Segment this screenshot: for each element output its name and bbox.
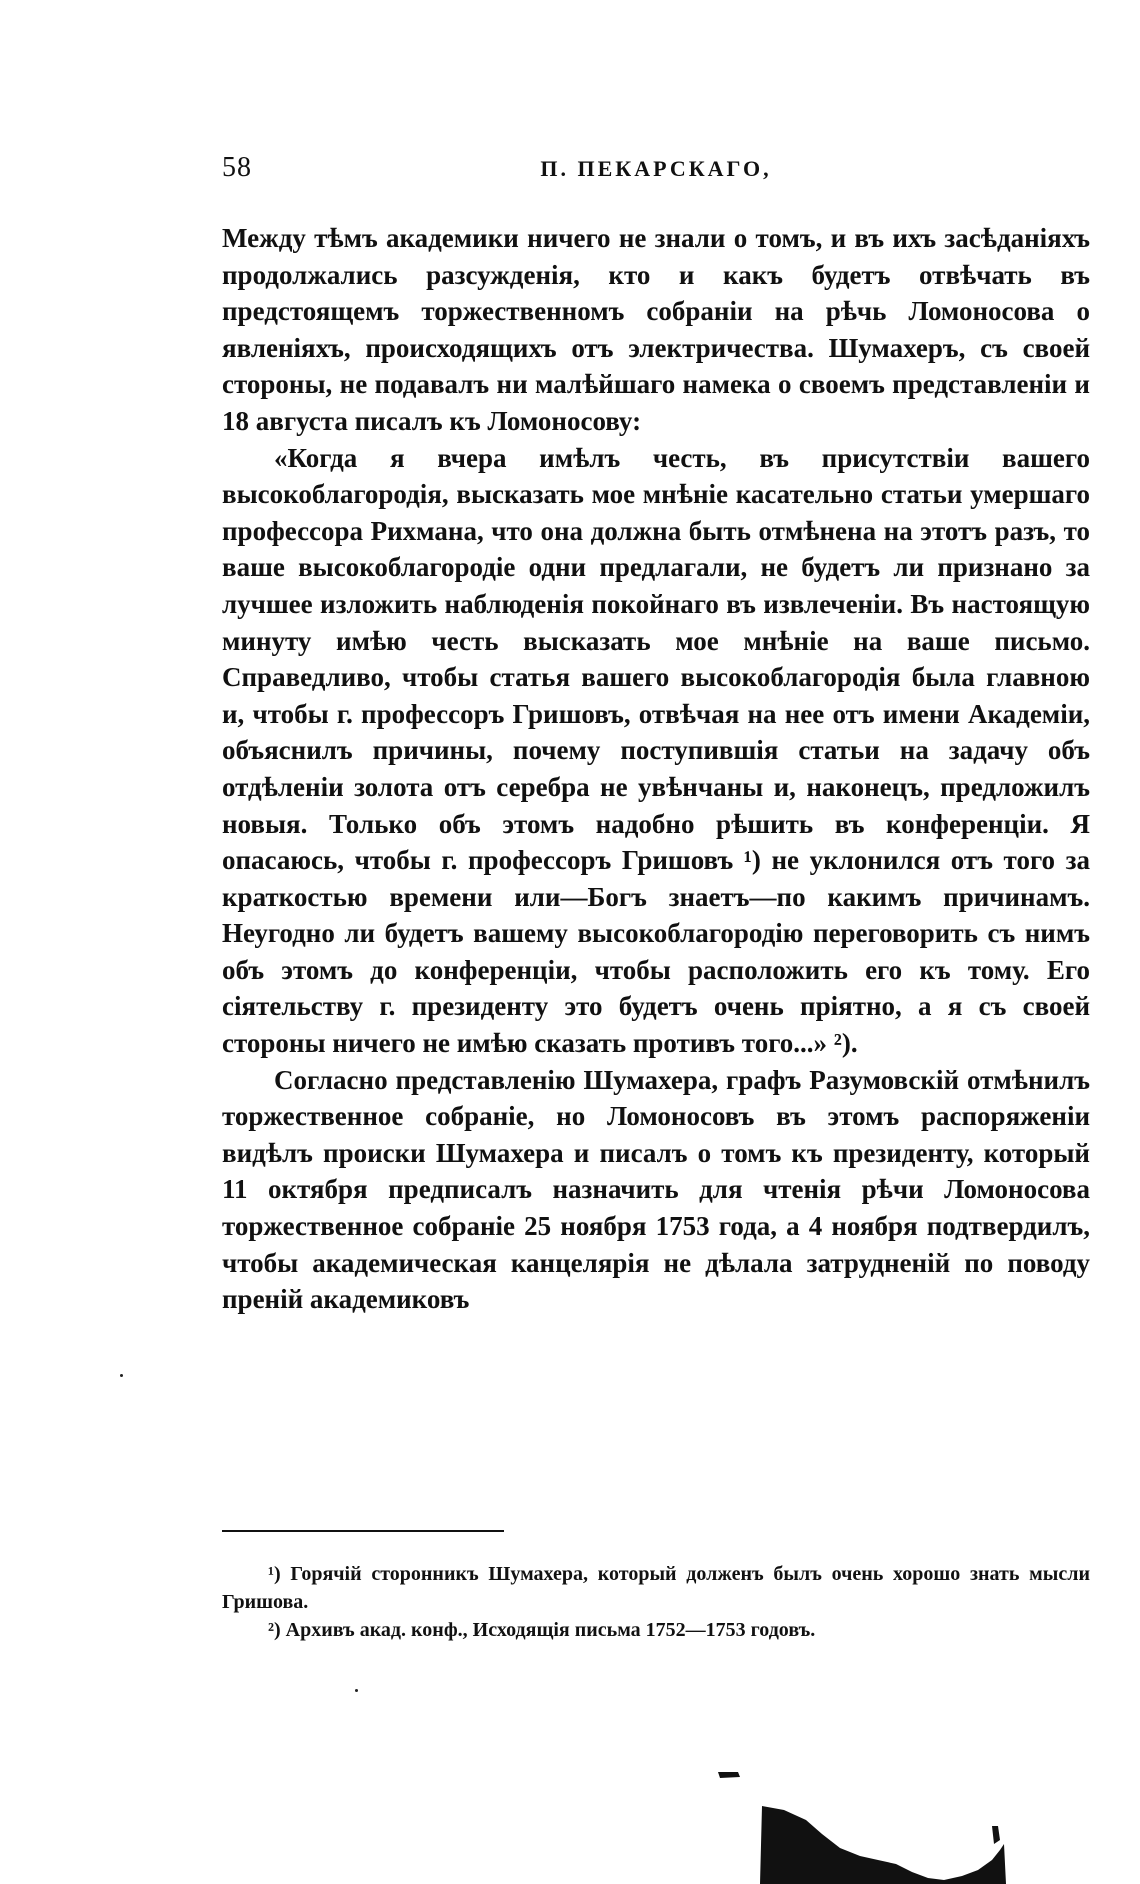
paragraph-1: Между тѣмъ академики ничего не знали о томъ, и въ ихъ засѣданіяхъ продолжались разсужденія, кто и какъ будетъ отвѣчать въ предстоящемъ торжественномъ собраніи на рѣчь Ломоносова о явленіяхъ, происходящихъ отъ электричества. Шумахеръ, съ своей стороны, не подавалъ ни малѣйшаго намека о своемъ представленіи и 18 августа писалъ къ Ломоносову: [222, 223, 1090, 436]
body-text [222, 220, 1090, 1318]
scan-damage-mark [700, 1760, 1140, 1884]
paragraph-3: Согласно представленію Шумахера, графъ Разумовскій отмѣнилъ торжественное собраніе, но Ломоносовъ въ этомъ распоряженіи видѣлъ происки Шумахера и писалъ о томъ къ президенту, который 11 октября предписалъ назначить для чтенія рѣчи Ломоносова торжественное собраніе 25 ноября 1753 года, а 4 ноября подтвердилъ, чтобы академическая канцелярія не дѣлала затрудненій по поводу преній академиковъ [222, 1064, 1090, 1315]
running-head [222, 152, 1090, 192]
scan-speck [120, 1374, 123, 1377]
footnote-2: ²) Архивъ акад. конф., Исходящія письма 1752—1753 годовъ. [268, 1619, 816, 1641]
page-number: 58 [222, 152, 252, 183]
scan-speck [355, 1689, 358, 1692]
footnote-1: ¹) Горячій сторонникъ Шумахера, который долженъ былъ очень хорошо знать мысли Гришова. [222, 1563, 1090, 1613]
paragraph-2-quotation: «Когда я вчера имѣлъ честь, въ присутствіи вашего высокоблагородія, высказать мое мнѣніе касательно статьи умершаго профессора Рихмана, что она должна быть отмѣнена на этотъ разъ, то ваше высокоблагородіе одни предлагали, не будетъ ли признано за лучшее изложить наблюденія покойнаго въ извлеченіи. Въ настоящую минуту имѣю честь высказать мое мнѣніе на ваше письмо. Справедливо, чтобы статья вашего высокоблагородія была главною и, чтобы г. профессоръ Гришовъ, отвѣчая на нее отъ имени Академіи, объяснилъ причины, почему поступившія статьи на задачу объ отдѣленіи золота отъ серебра не увѣнчаны и, наконецъ, предложилъ новыя. Только объ этомъ надобно рѣшить въ конференціи. Я опасаюсь, чтобы г. профессоръ Гришовъ ¹) не уклонился отъ того за краткостью времени или—Богъ знаетъ—по какимъ причинамъ. Неугодно ли будетъ вашему высокоблагородію переговорить съ нимъ объ этомъ до конференціи, чтобы расположить его къ тому. Его сіятельству г. президенту это будетъ очень пріятно, а я съ своей стороны ничего не имѣю сказать противъ того...» ²). [222, 442, 1090, 1059]
running-title: П. ПЕКАРСКАГО, [540, 156, 772, 181]
footnotes [222, 1560, 1090, 1644]
footnote-separator-rule [222, 1530, 504, 1532]
